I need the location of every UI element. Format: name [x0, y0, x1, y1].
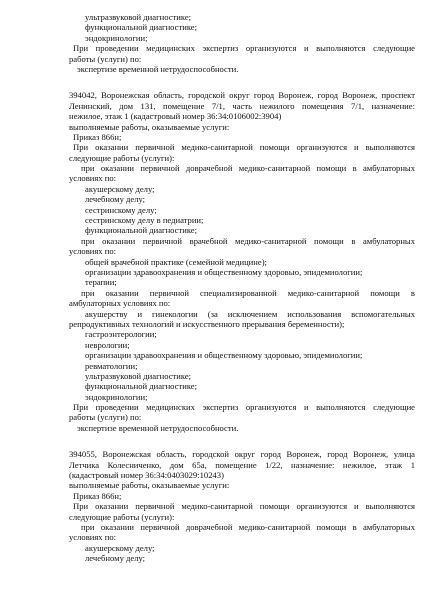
section-gap: [69, 433, 415, 449]
list-item: неврологии;: [85, 339, 130, 350]
paragraph-line: при оказании первичной доврачебной медико-санитарной помощи в амбулаторных: [81, 163, 415, 174]
list-item: терапии;: [85, 277, 117, 288]
document-body: [69, 12, 415, 564]
paragraph-line: следующие работы (услуги):: [69, 511, 175, 522]
list-item: экспертизе временной нетрудоспособности.: [77, 422, 239, 433]
paragraph-line: работы (услуги) по:: [69, 53, 142, 64]
list-item: лечебному делу;: [85, 194, 146, 205]
list-item: организации здравоохранения и общественному здоровью, эпидемиологии;: [85, 266, 363, 277]
paragraph-line: следующие работы (услуги):: [69, 152, 175, 163]
list-item: ультразвуковой диагностике;: [85, 370, 192, 381]
list-item: сестринскому делу в педиатрии;: [85, 215, 204, 226]
works-heading: выполняемые работы, оказываемые услуги:: [69, 480, 230, 491]
paragraph-line: работы (услуги) по:: [69, 412, 142, 423]
order-reference: Приказ 866н;: [73, 131, 122, 142]
list-item: экспертизе временной нетрудоспособности.: [77, 63, 239, 74]
list-item: лечебному делу;: [85, 553, 146, 564]
order-reference: Приказ 866н;: [73, 490, 122, 501]
paragraph-line: при оказании первичной доврачебной медико-санитарной помощи в амбулаторных: [81, 521, 415, 532]
list-item-continuation: репродуктивных технологий и искусственного прерывания беременности);: [69, 318, 345, 329]
address-line: 394055, Воронежская область, городской округ город Воронеж, город Воронеж, улица: [69, 449, 415, 460]
paragraph-line: условиях по:: [69, 246, 117, 257]
list-item: эндокринологии;: [85, 391, 148, 402]
paragraph-line: условиях по:: [69, 173, 117, 184]
address-line: нежилое, этаж 1 (кадастровый номер 36:34:0106002:3904): [69, 111, 282, 122]
address-line: Ленинский, дом 131, помещение 7/1, часть нежилого помещения 7/1, назначение:: [69, 100, 415, 111]
list-item: сестринскому делу;: [85, 204, 157, 215]
list-item: акушерству и гинекологии (за исключением использования вспомогательных: [85, 308, 415, 319]
list-item: гастроэнтерологии;: [85, 329, 157, 340]
list-item: общей врачебной практике (семейной медицине);: [85, 256, 267, 267]
paragraph-line: При проведении медицинских экспертиз организуются и выполняются следующие: [73, 402, 415, 413]
list-item: акушерскому делу;: [85, 183, 155, 194]
list-item: функциональной диагностике;: [85, 22, 198, 33]
paragraph-line: при оказании первичной специализированной медико-санитарной помощи в: [81, 287, 415, 298]
paragraph-line: условиях по:: [69, 532, 117, 543]
paragraph-line: амбулаторных условиях по:: [69, 298, 171, 309]
works-heading: выполняемые работы, оказываемые услуги:: [69, 121, 230, 132]
paragraph-line: При оказании первичной медико-санитарной помощи организуются и выполняются: [73, 142, 415, 153]
list-item: акушерскому делу;: [85, 542, 155, 553]
list-item: ультразвуковой диагностике;: [85, 12, 192, 22]
paragraph-line: При проведении медицинских экспертиз организуются и выполняются следующие: [73, 43, 415, 54]
address-line: (кадастровый номер 36:34:0403029:10243): [69, 470, 224, 481]
list-item: ревматологии;: [85, 360, 138, 371]
list-item: организации здравоохранения и общественному здоровью, эпидемиологии;: [85, 350, 363, 361]
list-item: функциональной диагностике;: [85, 225, 198, 236]
list-item: эндокринологии;: [85, 32, 148, 43]
list-item: функциональной диагностике;: [85, 381, 198, 392]
section-gap: [69, 74, 415, 90]
address-line: Летчика Колесниченко, дом 65а, помещение 1/22, назначение: нежилое, этаж 1: [69, 459, 415, 470]
address-line: 394042, Воронежская область, городской округ город Воронеж, город Воронеж, проспект: [69, 90, 415, 101]
paragraph-line: При оказании первичной медико-санитарной помощи организуются и выполняются: [73, 501, 415, 512]
paragraph-line: при оказании первичной врачебной медико-санитарной помощи в амбулаторных: [81, 235, 415, 246]
